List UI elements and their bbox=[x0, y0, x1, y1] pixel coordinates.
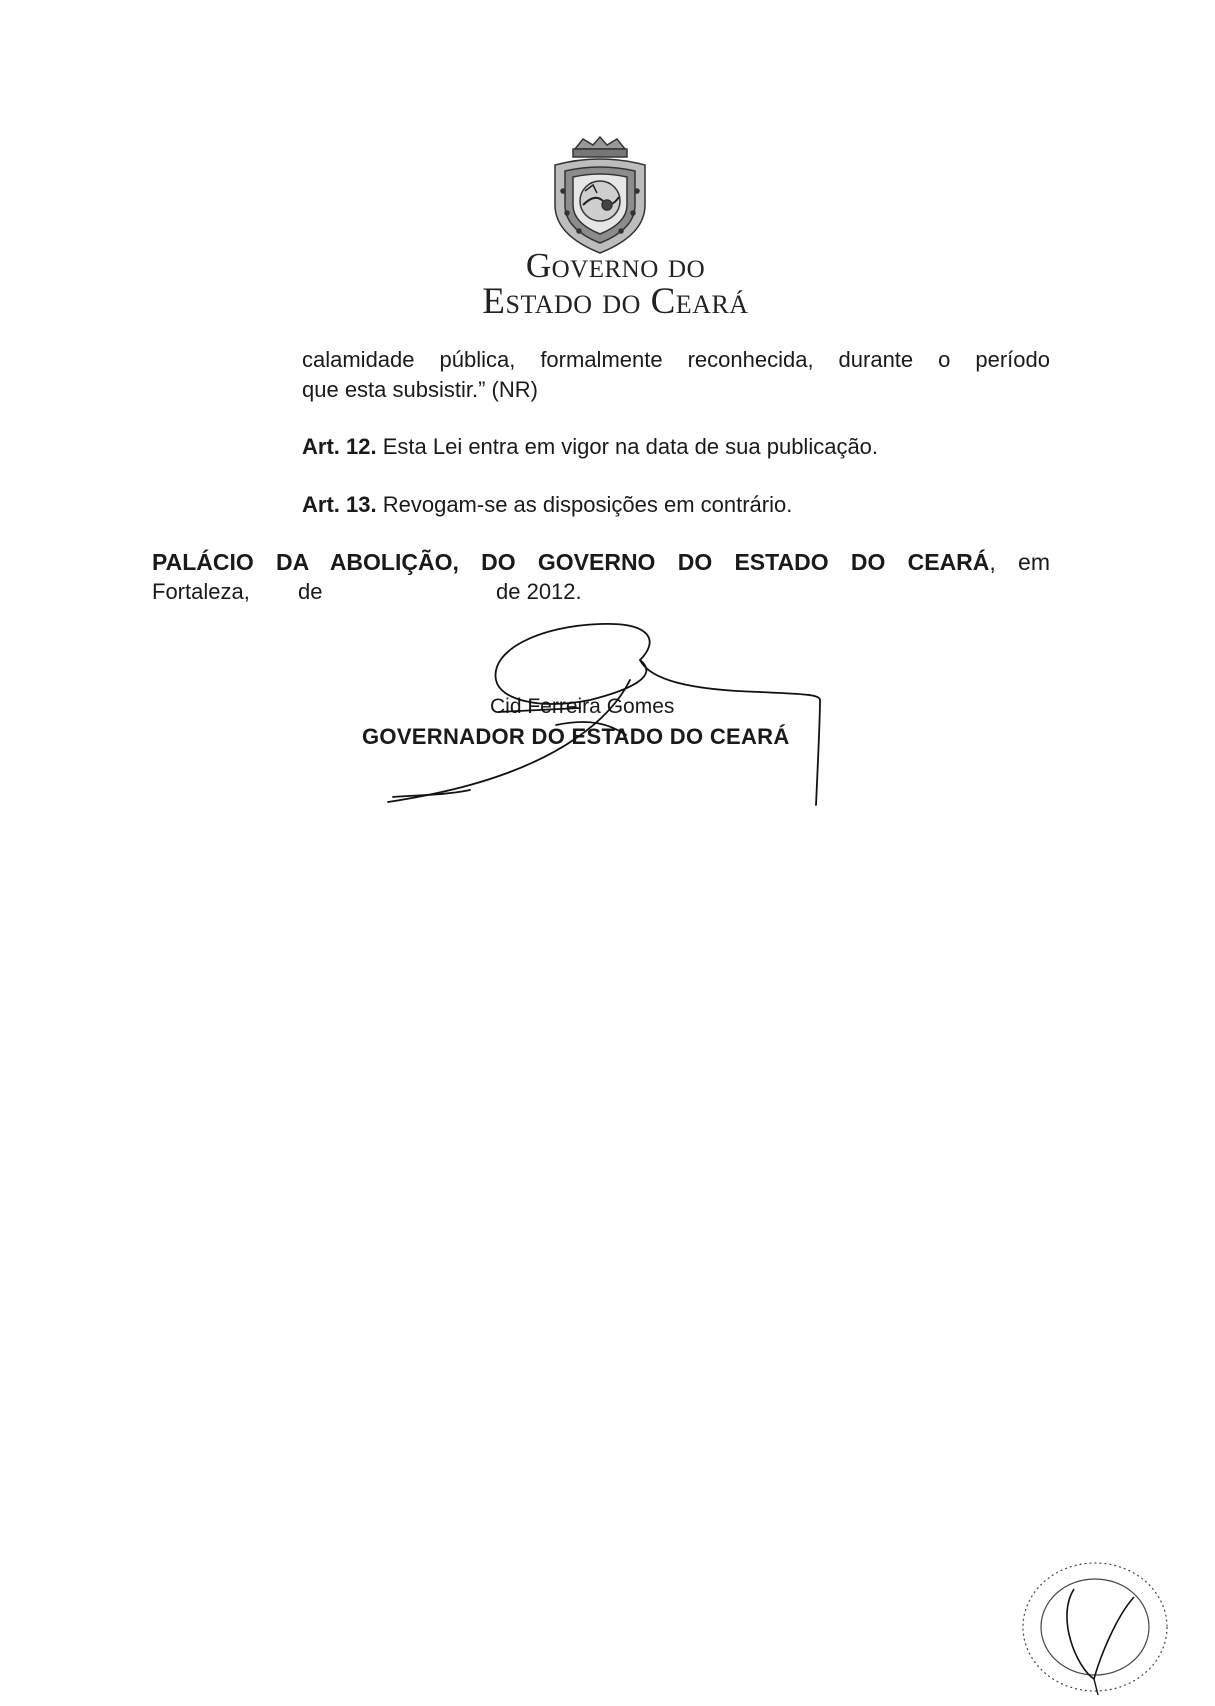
paragraph-line-2: que esta subsistir.” (NR) bbox=[302, 377, 538, 402]
article-13-text: Revogam-se as disposições em contrário. bbox=[382, 492, 793, 517]
signer-name: Cid Ferreira Gomes bbox=[490, 695, 675, 718]
procuradoria-seal-icon bbox=[1016, 1557, 1174, 1699]
header-line-1: Governo do bbox=[525, 246, 706, 285]
closing-palace-line bbox=[152, 547, 1050, 577]
header-line-2: Estado do Ceará bbox=[482, 281, 749, 322]
coat-of-arms-icon bbox=[545, 135, 655, 257]
article-12 bbox=[302, 432, 878, 462]
palace-name: PALÁCIO DA ABOLIÇÃO, DO GOVERNO DO ESTADO DO CEARÁ bbox=[152, 549, 990, 575]
closing-city: Fortaleza, bbox=[152, 579, 250, 604]
article-13 bbox=[302, 490, 792, 520]
article-12-label: Art. 12. bbox=[302, 434, 377, 459]
palace-em: , em bbox=[989, 549, 1051, 575]
signer-title: GOVERNADOR DO ESTADO DO CEARÁ bbox=[362, 724, 790, 749]
closing-de: de bbox=[298, 579, 323, 604]
paragraph-line-1: calamidade pública, formalmente reconhecida, durante o período bbox=[302, 347, 1050, 372]
article-13-label: Art. 13. bbox=[302, 492, 377, 517]
article-12-text: Esta Lei entra em vigor na data de sua publicação. bbox=[382, 434, 879, 459]
closing-year: de 2012. bbox=[496, 579, 582, 604]
